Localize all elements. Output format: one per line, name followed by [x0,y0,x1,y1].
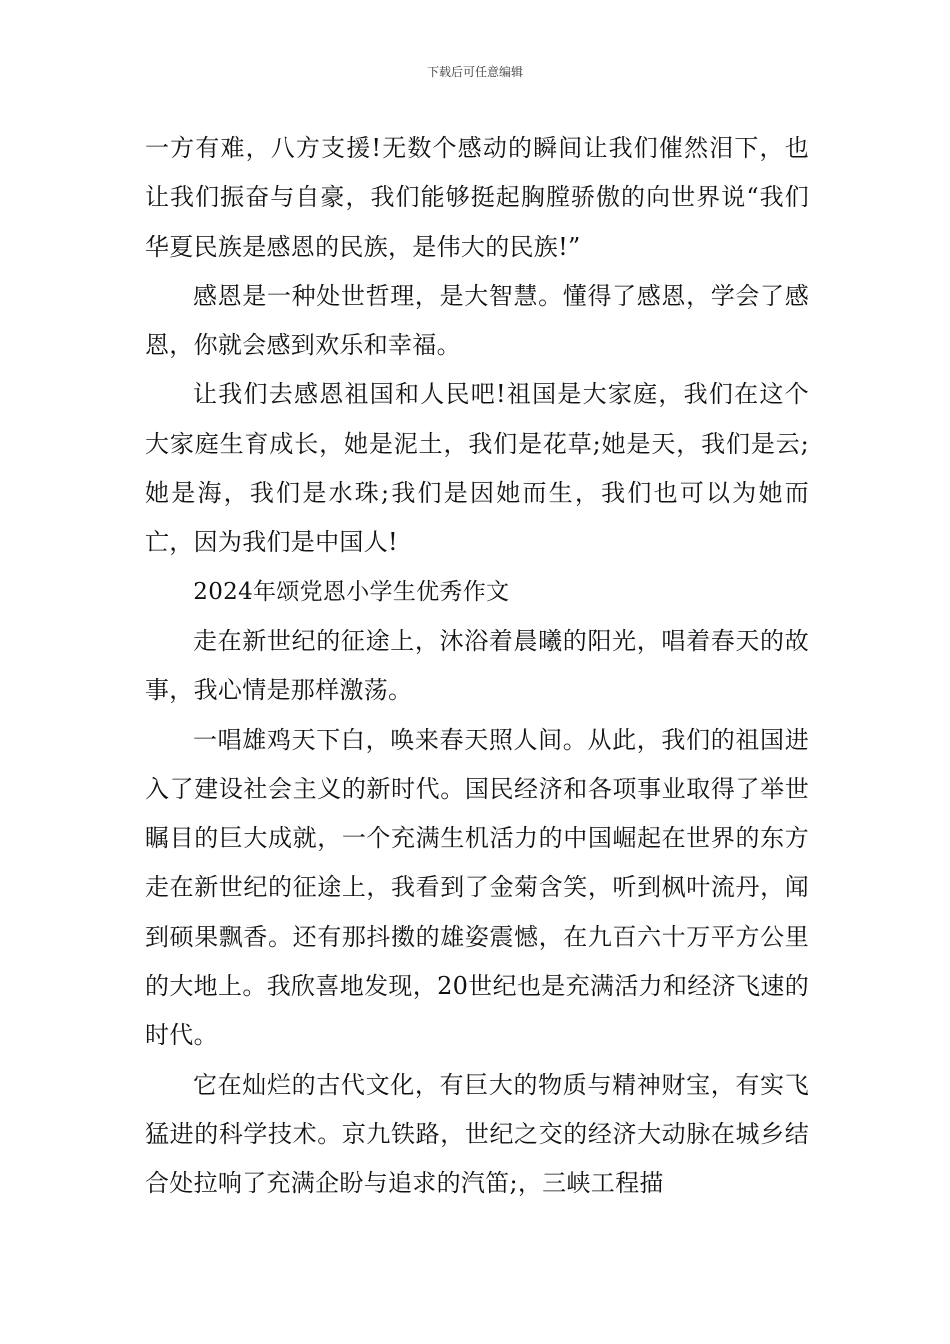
page-header-note: 下载后可任意编辑 [426,65,523,79]
paragraph-3: 让我们去感恩祖国和人民吧!祖国是大家庭，我们在这个大家庭生育成长，她是泥土，我们是花草;她是天，我们是云;她是海，我们是水珠;我们是因她而生，我们也可以为她而亡，因为我们是中国人! [145,380,809,557]
paragraph-4: 走在新世纪的征途上，沐浴着晨曦的阳光，唱着春天的故事，我心情是那样激荡。 [145,626,809,705]
paragraph-5: 一唱雄鸡天下白，唤来春天照人间。从此，我们的祖国进入了建设社会主义的新时代。国民经济和各项事业取得了举世瞩目的巨大成就，一个充满生机活力的中国崛起在世界的东方走在新世纪的征途上，我看到了金菊含笑，听到枫叶流丹，闻到硕果飘香。还有那抖擞的雄姿震憾，在九百六十万平方公里的大地上。我欣喜地发现，20世纪也是充满活力和经济飞速的时代。 [145,725,809,1050]
paragraph-2: 感恩是一种处世哲理，是大智慧。懂得了感恩，学会了感恩，你就会感到欢乐和幸福。 [145,281,809,360]
paragraph-6: 它在灿烂的古代文化，有巨大的物质与精神财宝，有实飞猛进的科学技术。京九铁路，世纪之交的经济大动脉在城乡结合处拉响了充满企盼与追求的汽笛;，三峡工程描 [145,1070,809,1198]
document-body [145,124,809,1209]
paragraph-1: 一方有难，八方支援!无数个感动的瞬间让我们催然泪下，也让我们振奋与自豪，我们能够挺起胸膛骄傲的向世界说“我们华夏民族是感恩的民族，是伟大的民族!” [145,134,809,261]
essay-title: 2024年颂党恩小学生优秀作文 [193,578,510,605]
